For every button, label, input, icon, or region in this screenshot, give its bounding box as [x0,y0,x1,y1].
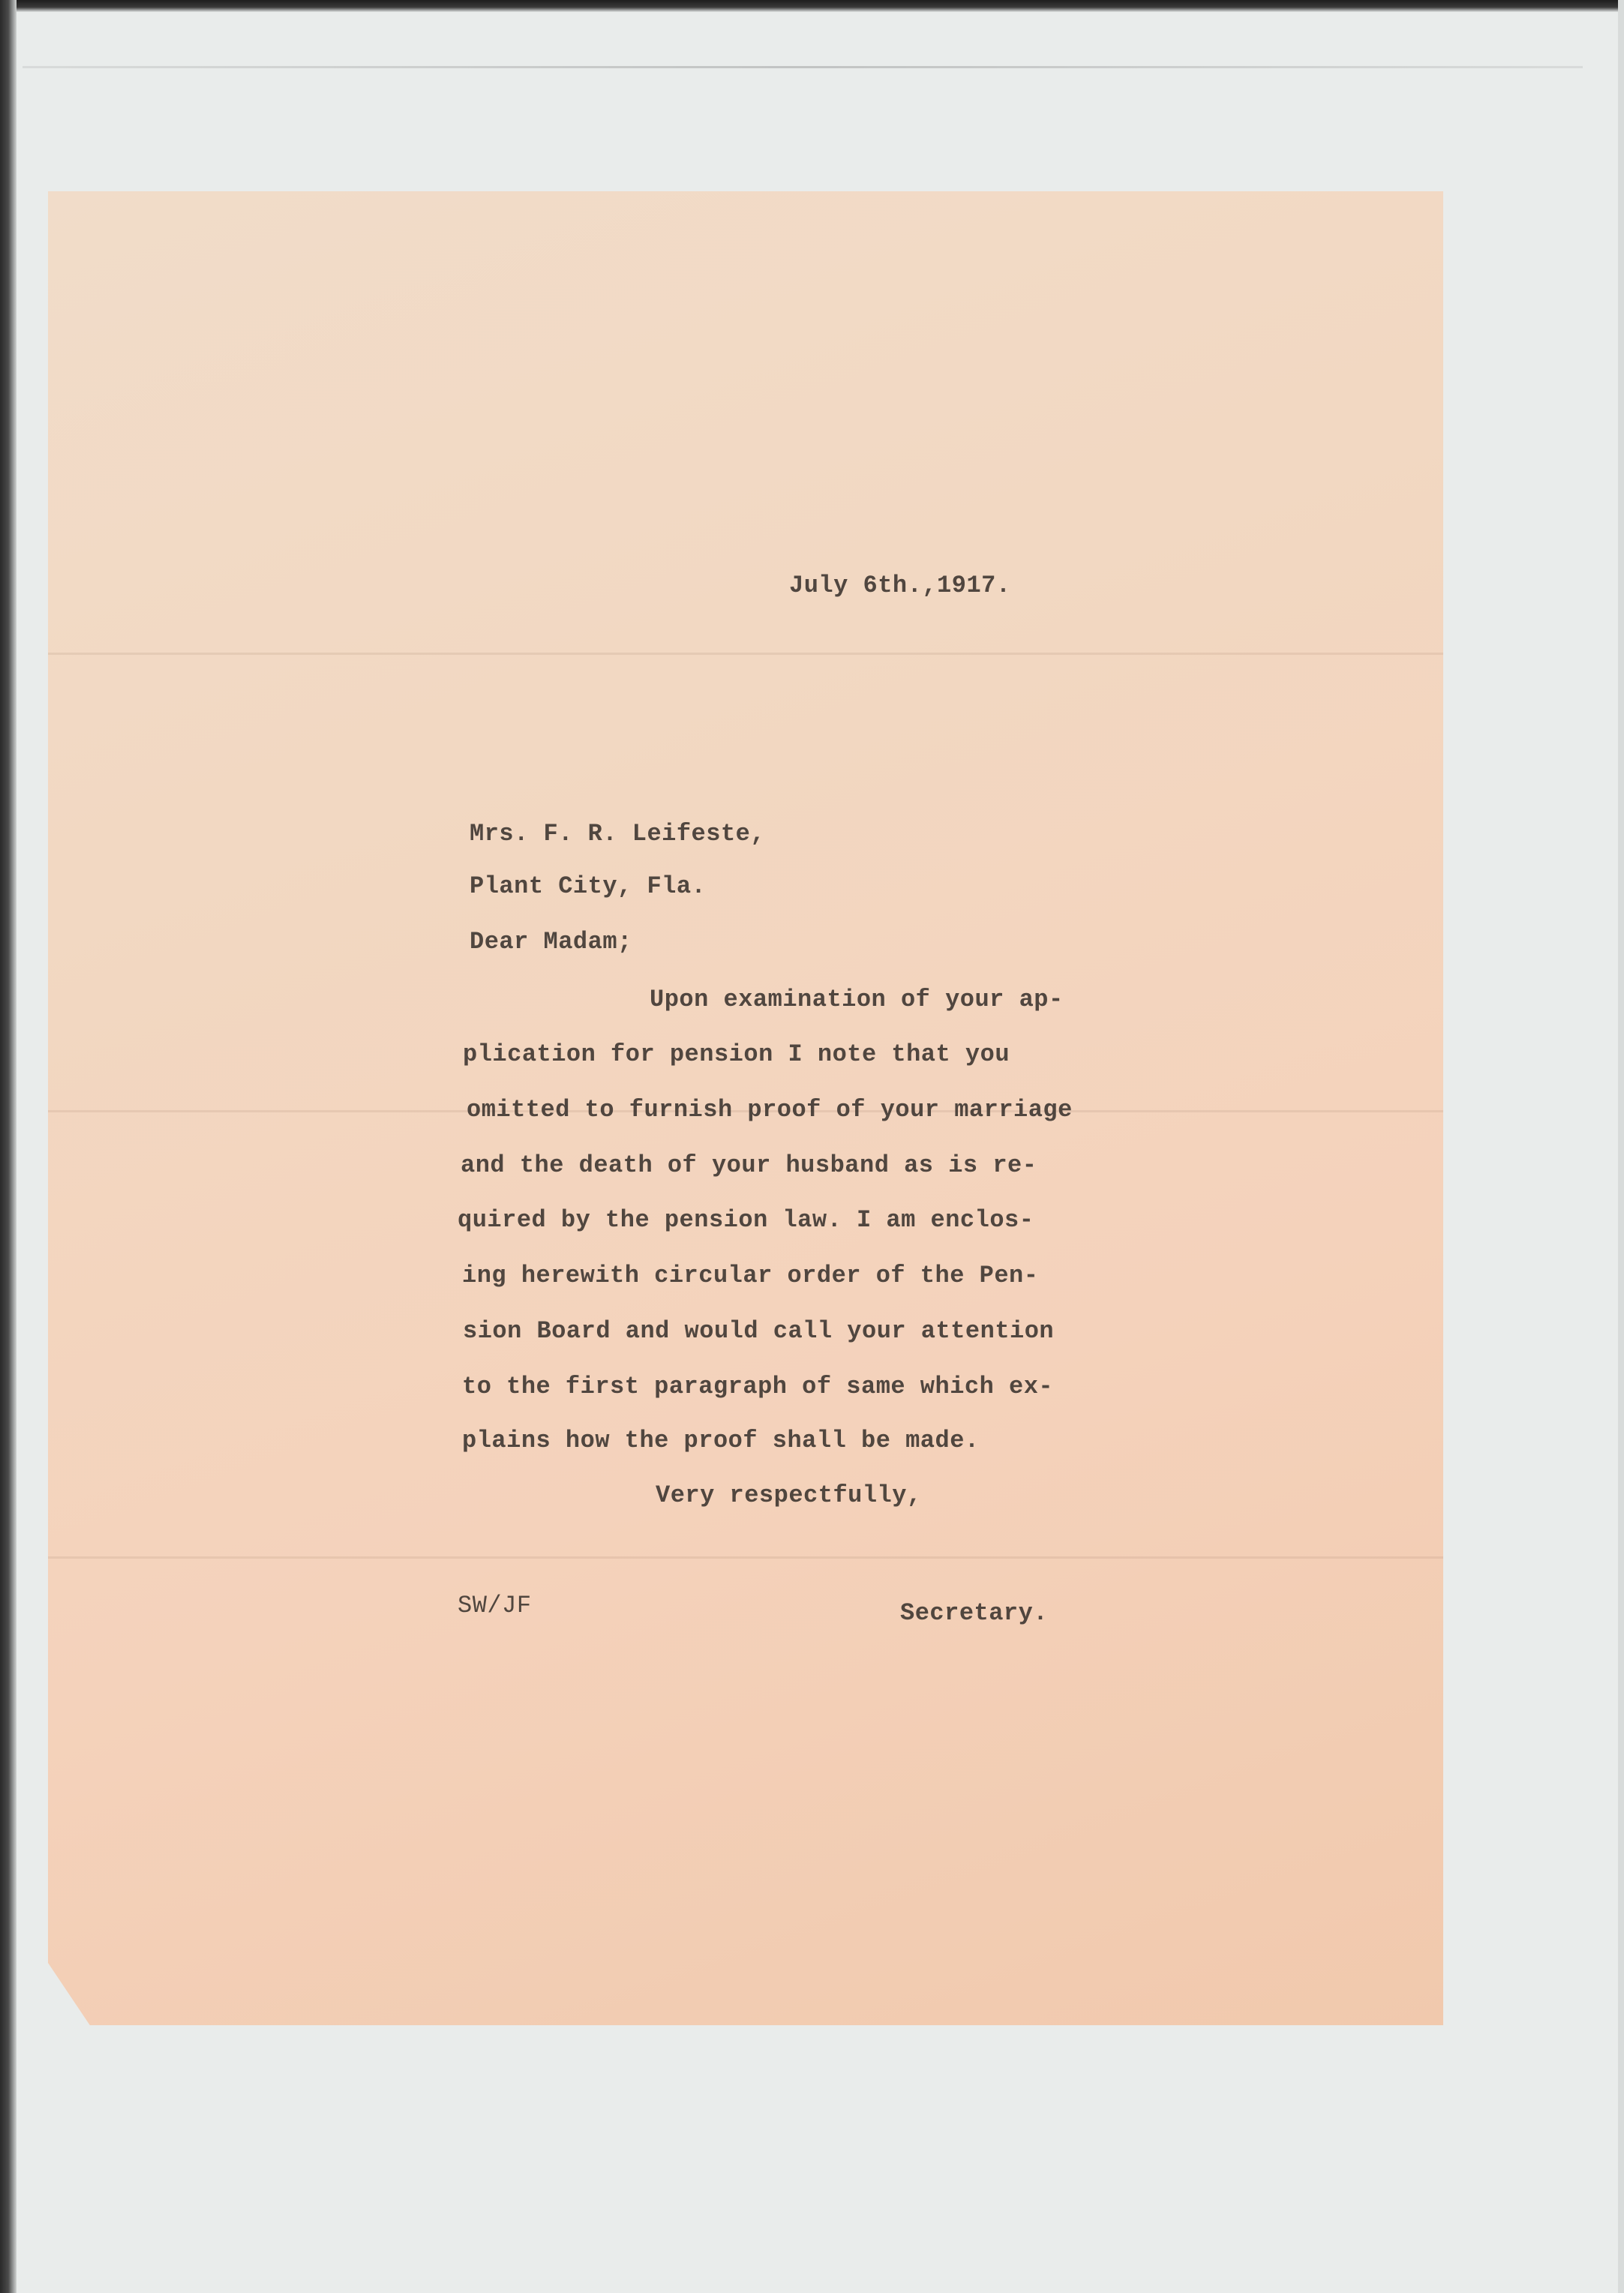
recipient-name: Mrs. F. R. Leifeste, [470,820,766,848]
fold-line [48,1556,1443,1559]
body-line: and the death of your husband as is re- [461,1151,1037,1179]
scanner-edge-top [0,0,1624,12]
body-line: sion Board and would call your attention [463,1317,1055,1345]
salutation: Dear Madam; [470,928,632,956]
body-line: quired by the pension law. I am enclos- [458,1206,1034,1234]
scanner-edge-left [0,0,17,2293]
recipient-address: Plant City, Fla. [470,872,707,900]
fold-line [48,653,1443,655]
sleeve-line [23,66,1583,68]
body-line: ing herewith circular order of the Pen- [462,1262,1039,1289]
typist-initials: SW/JF [458,1592,532,1619]
signature-title: Secretary. [900,1599,1049,1627]
scanner-edge-right [1618,0,1624,2293]
body-line: plication for pension I note that you [463,1040,1010,1068]
body-line: Upon examination of your ap- [650,986,1064,1013]
closing: Very respectfully, [656,1481,922,1509]
body-line: to the first paragraph of same which ex- [462,1373,1054,1400]
letter-date: July 6th.,1917. [789,572,1011,599]
body-line: plains how the proof shall be made. [462,1427,980,1454]
body-line: omitted to furnish proof of your marriage [467,1096,1073,1124]
